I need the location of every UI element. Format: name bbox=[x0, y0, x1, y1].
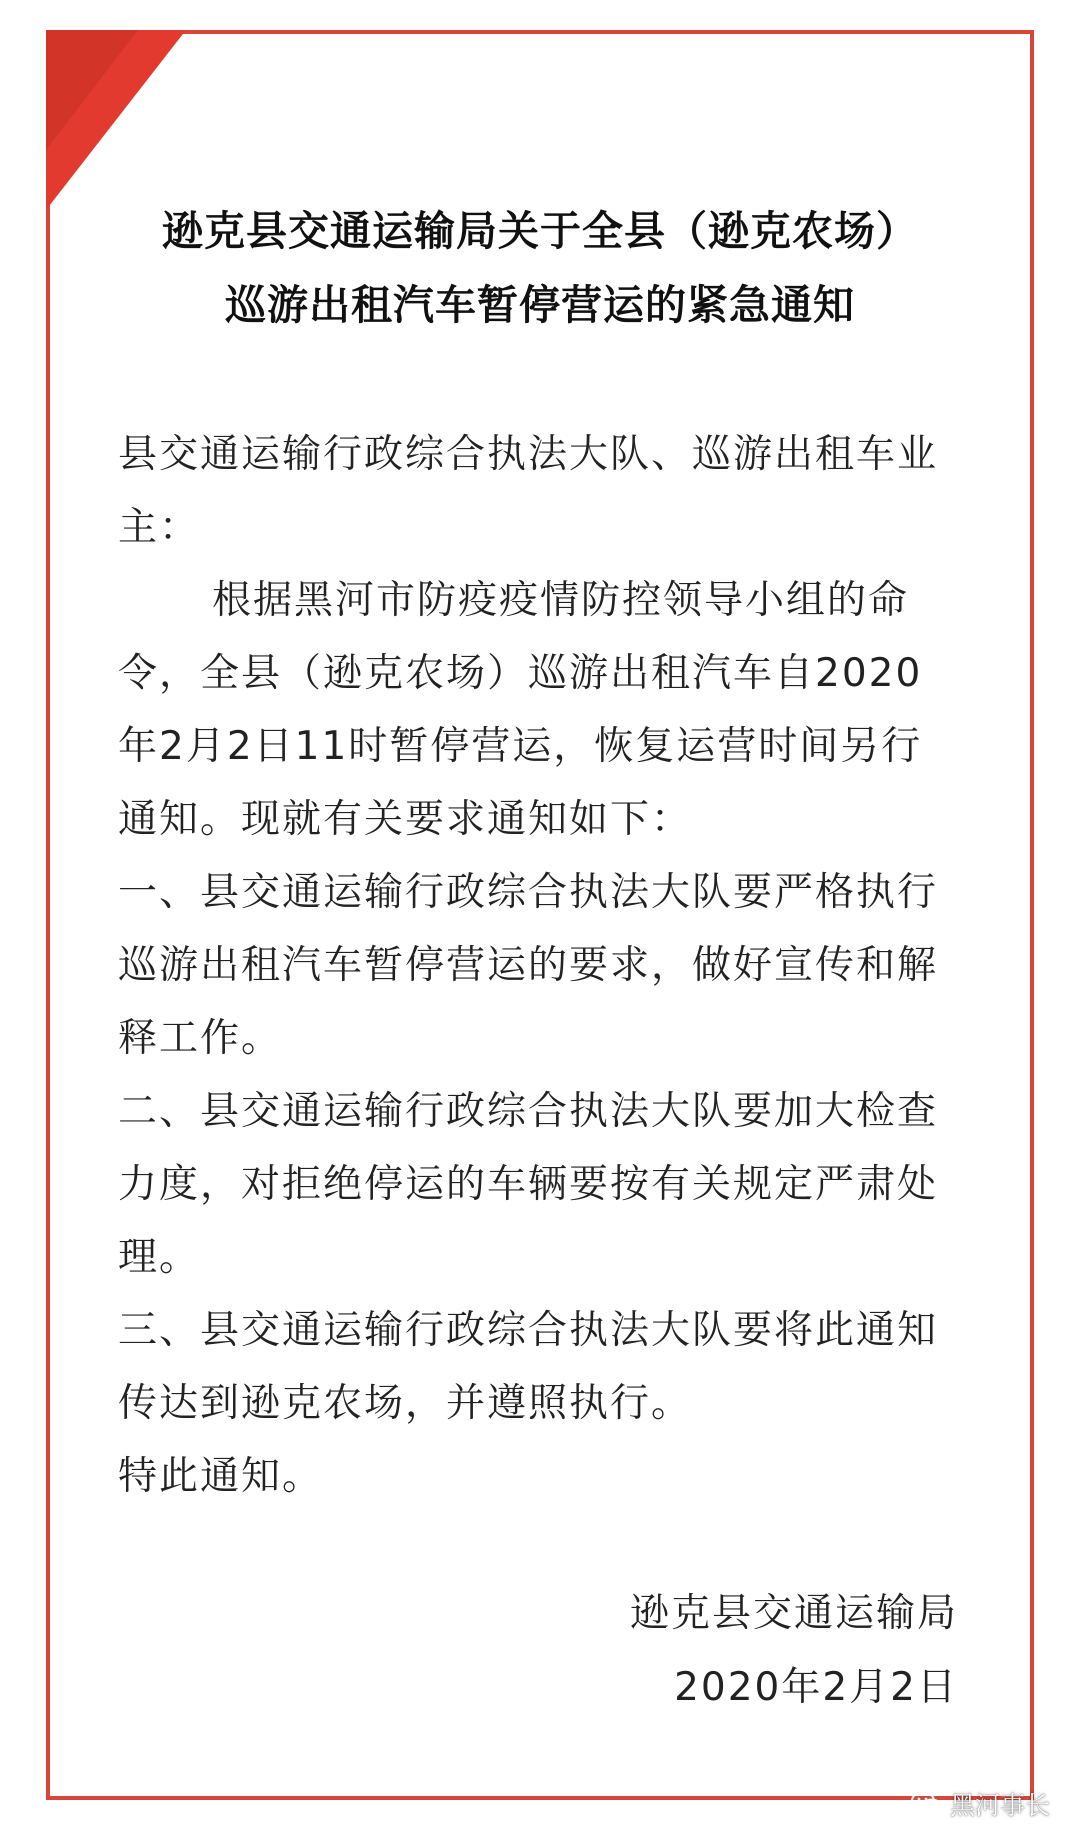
signature-date: 2020年2月2日 bbox=[674, 1665, 958, 1710]
notice-body bbox=[118, 418, 958, 1513]
signature-organization: 逊克县交通运输局 bbox=[629, 1591, 958, 1636]
watermark-text: 黑河事长 bbox=[949, 1791, 1050, 1820]
notice-item-3: 三、县交通运输行政综合执法大队要将此通知传达到逊克农场，并遵照执行。 bbox=[118, 1308, 939, 1426]
corner-ribbon-decoration bbox=[46, 30, 186, 210]
watermark bbox=[910, 1786, 1050, 1822]
notice-closing: 特此通知。 bbox=[118, 1454, 324, 1499]
notice-title-line-2: 巡游出租汽车暂停营运的紧急通知 bbox=[225, 281, 855, 329]
notice-item-2: 二、县交通运输行政综合执法大队要加大检查力度，对拒绝停运的车辆要按有关规定严肃处理。 bbox=[118, 1089, 939, 1280]
notice-intro-paragraph: 根据黑河市防疫疫情防控领导小组的命令，全县（逊克农场）巡游出租汽车自2020年2月2日11时暂停营运，恢复运营时间另行通知。现就有关要求通知如下： bbox=[118, 578, 923, 842]
notice-salutation: 县交通运输行政综合执法大队、巡游出租车业主： bbox=[118, 432, 939, 550]
notice-item-1: 一、县交通运输行政综合执法大队要严格执行巡游出租汽车暂停营运的要求，做好宣传和解释工作。 bbox=[118, 870, 939, 1061]
wechat-icon bbox=[910, 1790, 944, 1818]
notice-title-line-1: 逊克县交通运输局关于全县（逊克农场） bbox=[162, 207, 918, 255]
